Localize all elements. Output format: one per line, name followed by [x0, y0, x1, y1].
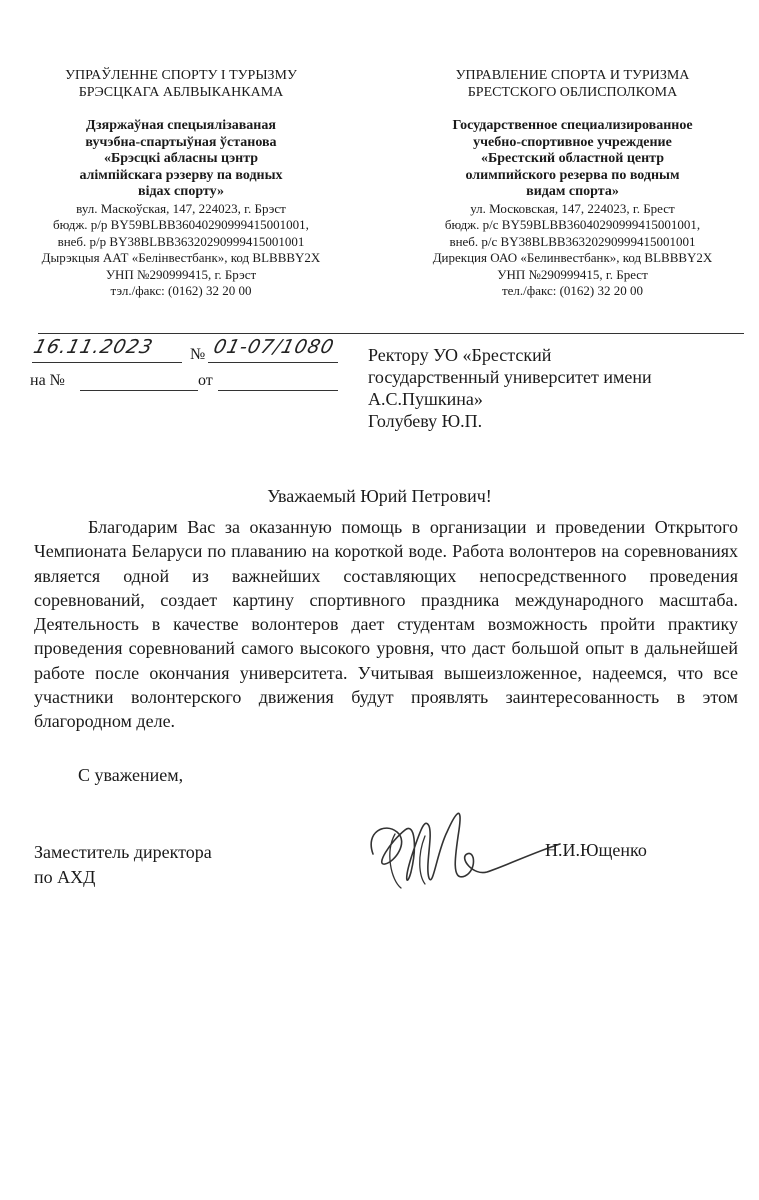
- org-line: видам спорта»: [526, 184, 619, 199]
- agency-title-line2: БРЕСТСКОГО ОБЛИСПОЛКОМА: [467, 85, 678, 100]
- agency-title-line2: БРЭСЦКАГА АБЛВЫКАНКАМА: [78, 85, 284, 100]
- position-line: по АХД: [34, 867, 96, 887]
- bank-line: Дырэкцыя ААТ «Белінвестбанк», код BLBBBY2X: [41, 250, 321, 265]
- handwritten-number: 01-07/1080: [211, 336, 337, 358]
- date-underline: [32, 362, 182, 363]
- organization-name: [22, 118, 340, 201]
- org-line: «Брестский областной центр: [480, 151, 664, 166]
- extra-budget-account-line: внеб. р/р BY38BLBB36320290999415001001: [57, 233, 305, 249]
- org-line: олимпийского резерва по водным: [465, 167, 680, 183]
- from-underline: [218, 390, 338, 391]
- organization-details: [22, 201, 340, 300]
- phone-fax-line: тел./факс: (0162) 32 20 00: [501, 283, 644, 298]
- org-line: алімпійскага рэзерву па водных: [79, 167, 283, 183]
- phone-fax-line: тэл./факс: (0162) 32 20 00: [110, 283, 252, 298]
- extra-budget-account-line: внеб. р/с BY38BLBB36320290999415001001: [449, 233, 696, 249]
- unp-line: УНП №290999415, г. Брэст: [105, 266, 257, 282]
- letter-body: Благодарим Вас за оказанную помощь в организации и проведении Открытого Чемпионата Беларуси по плаванию на короткой воде. Работа волонтеров на соревнованиях является одной из важнейших составляющих непосредственного проведения соревнований, создает картину спортивного праздника международного масштаба. Деятельность в качестве волонтеров дает студентам возможность пройти практику проведения соревнований самого высокого уровня, что даст большой опыт в дальнейшей работе после окончания университета. Учитывая вышеизложенное, надеемся, что все участники волонтерского движения будут проявлять заинтересованность в этом благородном деле.: [34, 517, 738, 732]
- org-line: Государственное специализированное: [452, 118, 693, 133]
- budget-account-line: бюдж. р/р BY59BLBB36040290999415001001,: [53, 217, 309, 232]
- reference-label: на №: [30, 372, 65, 389]
- addressee-line: Ректору УО «Брестский: [368, 345, 552, 365]
- budget-account-line: бюдж. р/с BY59BLBB36040290999415001001,: [444, 217, 701, 232]
- letterhead-russian: [400, 67, 745, 300]
- number-label: №: [190, 346, 206, 363]
- org-line: «Брэсцкі абласны цэнтр: [103, 151, 259, 166]
- organization-details: [400, 201, 745, 300]
- salutation: Уважаемый Юрий Петрович!: [267, 486, 492, 506]
- signatory-name: Н.И.Ющенко: [545, 840, 647, 860]
- address-line: вул. Маскоўская, 147, 224023, г. Брэст: [76, 200, 286, 216]
- addressee-line: А.С.Пушкина»: [368, 389, 483, 409]
- closing-phrase: С уважением,: [78, 765, 184, 785]
- org-line: відах спорту»: [138, 184, 224, 199]
- handwritten-signature-image: [355, 792, 565, 902]
- addressee-name: Голубеву Ю.П.: [368, 411, 483, 431]
- from-label: от: [198, 372, 213, 389]
- organization-name: [400, 118, 745, 201]
- bank-line: Дирекция ОАО «Белинвестбанк», код BLBBBY2X: [432, 250, 713, 265]
- address-line: ул. Московская, 147, 224023, г. Брест: [470, 200, 675, 216]
- org-line: Дзяржаўная спецыялізаваная: [86, 118, 276, 133]
- signatory-position: [34, 840, 212, 890]
- letterhead-belarusian: [22, 67, 340, 300]
- agency-title-line1: УПРАЎЛЕННЕ СПОРТУ І ТУРЫЗМУ: [65, 68, 297, 83]
- org-line: учебно-спортивное учреждение: [473, 134, 672, 150]
- agency-title-line1: УПРАВЛЕНИЕ СПОРТА И ТУРИЗМА: [455, 68, 690, 83]
- position-line: Заместитель директора: [34, 842, 212, 862]
- unp-line: УНП №290999415, г. Брест: [497, 266, 648, 282]
- letterhead-divider: [38, 333, 744, 334]
- addressee-line: государственный университет имени: [368, 367, 652, 387]
- number-underline: [208, 362, 338, 363]
- org-line: вучэбна-спартыўная ўстанова: [85, 134, 277, 150]
- reference-underline: [80, 390, 198, 391]
- handwritten-date: 16.11.2023: [31, 336, 156, 358]
- addressee-block: [368, 344, 748, 432]
